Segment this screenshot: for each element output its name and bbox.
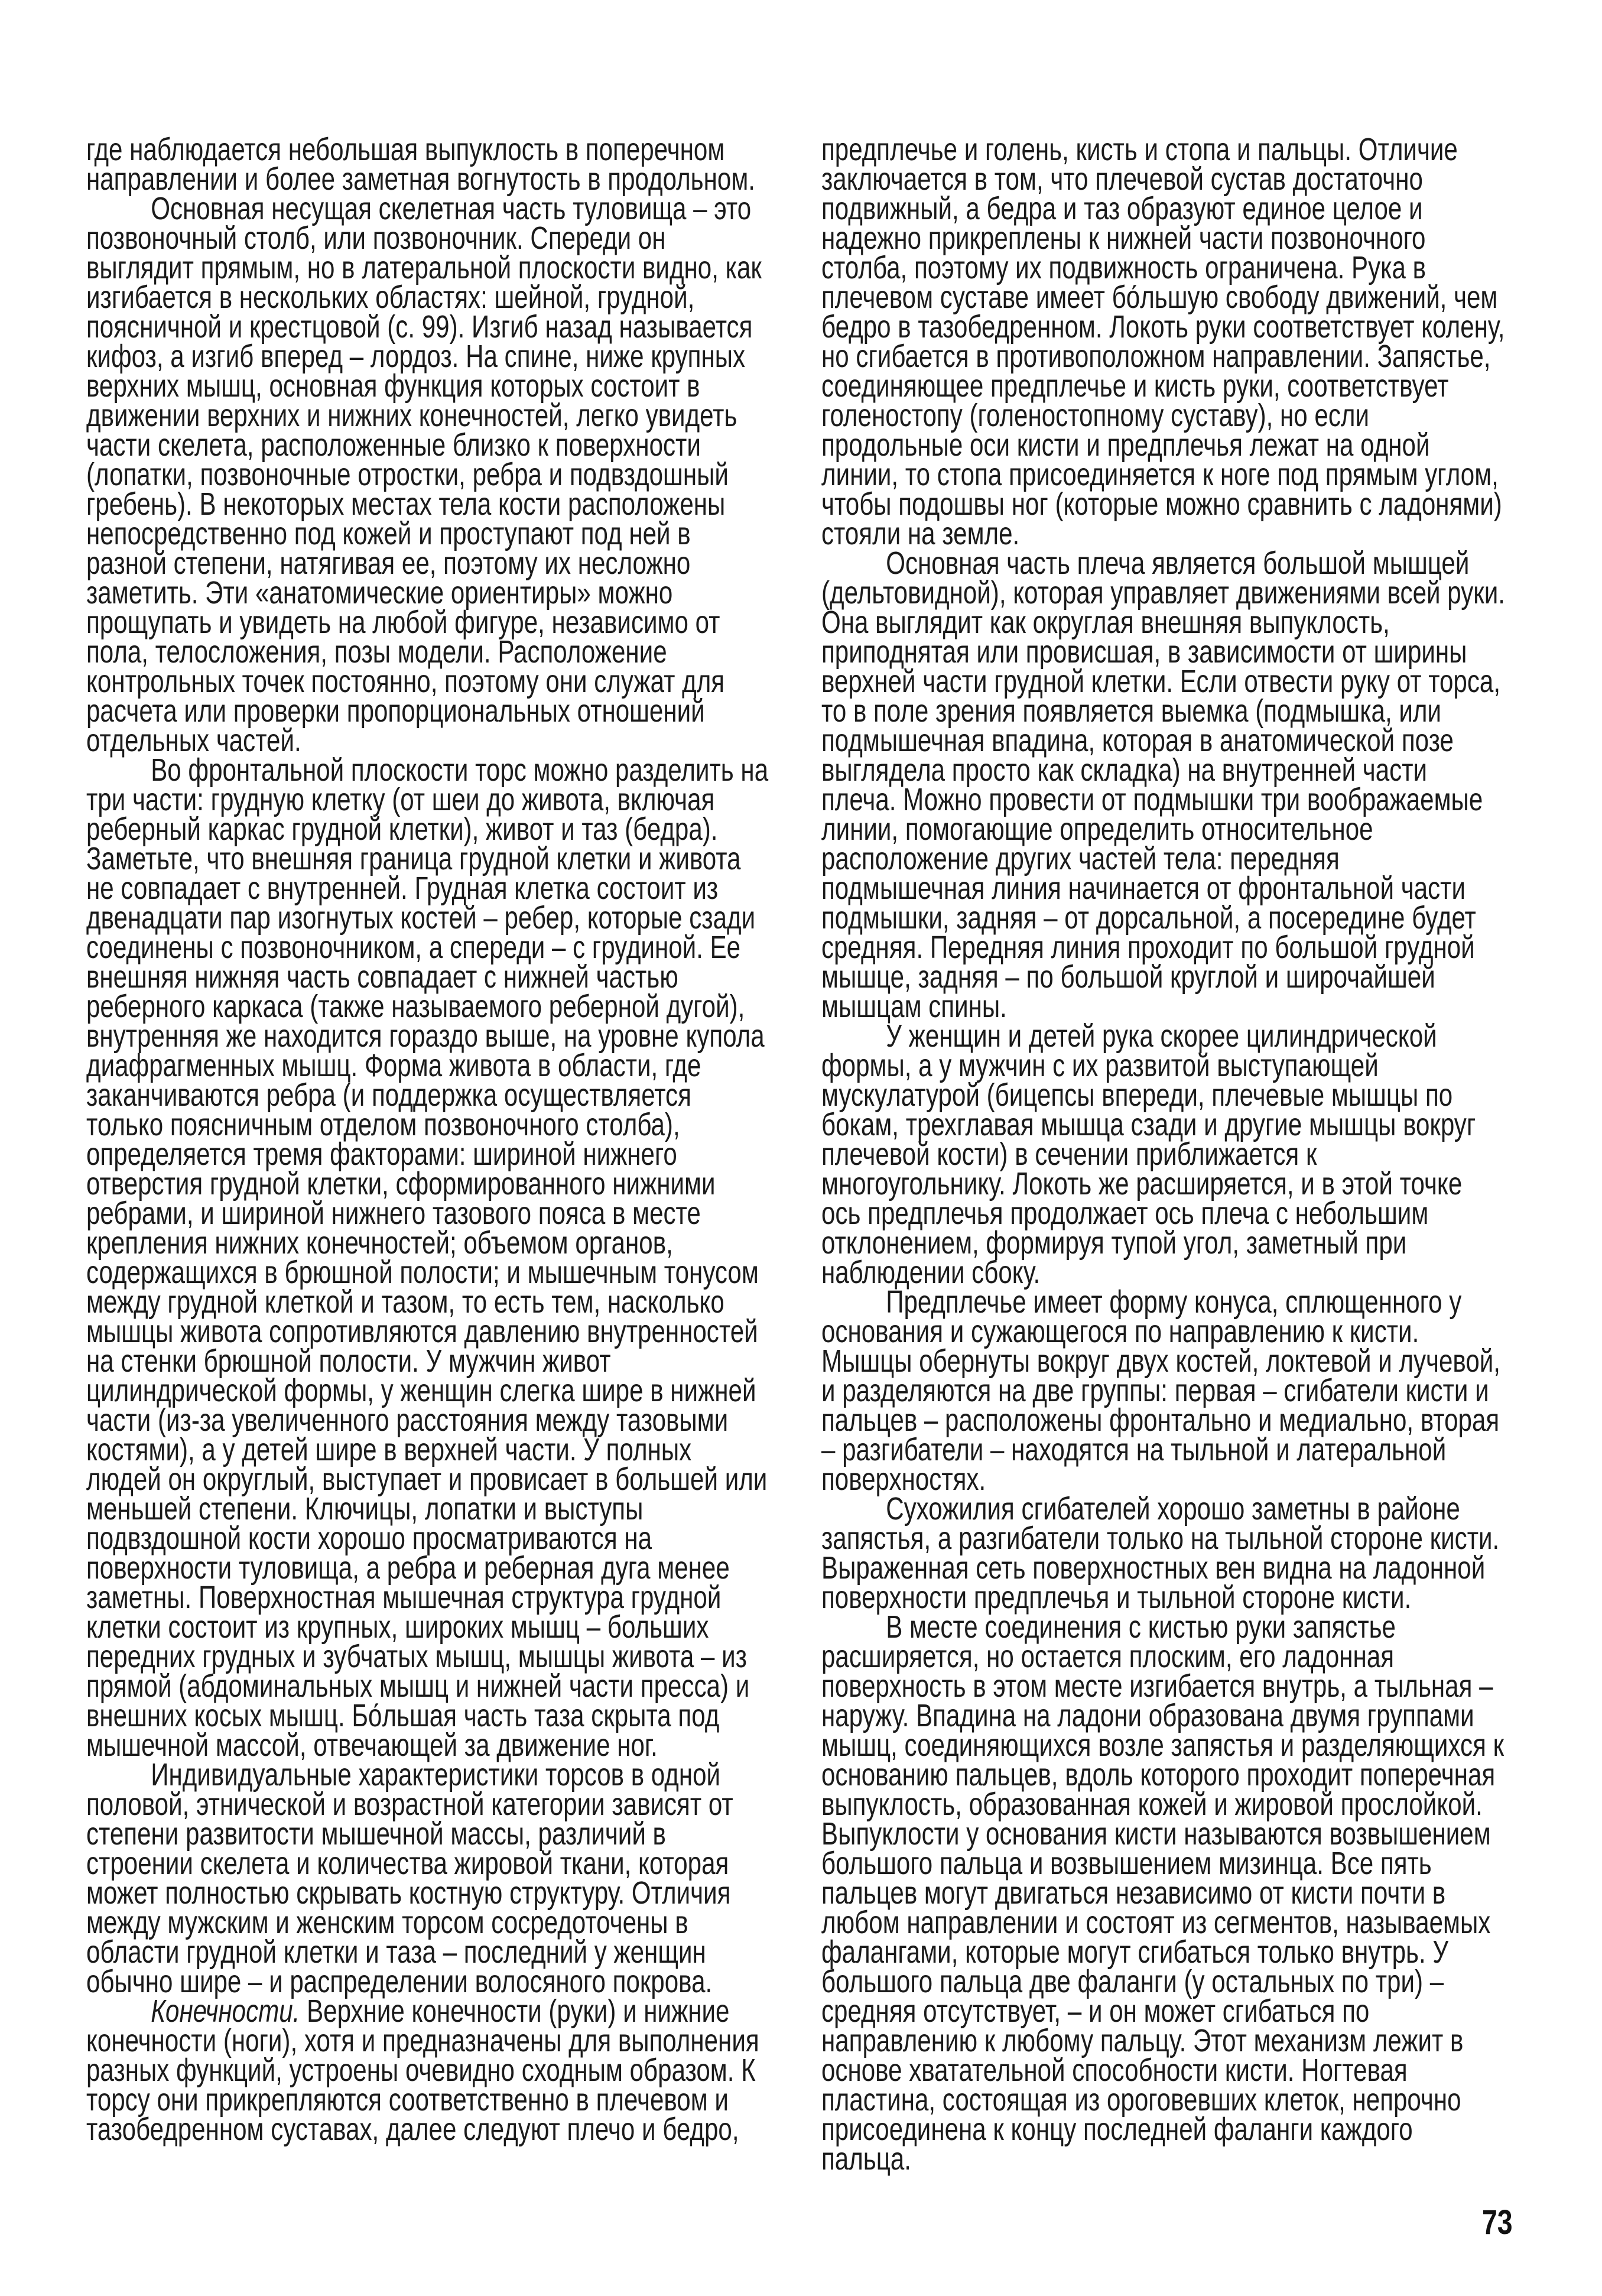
left-column-text <box>86 132 769 2147</box>
paragraph: Индивидуальные характеристики торсов в одной половой, этнической и возрастной категории зависят от степени развитости мышечной массы, различий в строении скелета и количества жировой ткани, которая может полностью скрывать костную структуру. Отличия между мужским и женским торсом сосредоточены в области грудной клетки и таза – последний у женщин обычно шире – и распределении волосяного покрова. <box>86 1757 733 1999</box>
paragraph: Основная несущая скелетная часть туловища – это позвоночный столб, или позвоночник. Спереди он выглядит прямым, но в латеральной плоскости видно, как изгибается в нескольких областях: шейной, грудной, поясничной и крестцовой (с. 99). Изгиб назад называется кифоз, а изгиб вперед – лордоз. На спине, ниже крупных верхних мышц, основная функция которых состоит в движении верхних и нижних конечностей, легко увидеть части скелета, расположенные близко к поверхности (лопатки, позвоночные отростки, ребра и подвздошный гребень). В некоторых местах тела кости расположены непосредственно под кожей и проступают под ней в разной степени, натягивая ее, поэтому их несложно заметить. Эти «анатомические ориентиры» можно прощупать и увидеть на любой фигуре, независимо от пола, телосложения, позы модели. Расположение контрольных точек постоянно, поэтому они служат для расчета или проверки пропорциональных отношений отдельных частей. <box>86 191 762 758</box>
paragraph: У женщин и детей рука скорее цилиндрической формы, а у мужчин с их развитой выступающей мускулатурой (бицепсы впереди, плечевые мышцы по бокам, трехглавая мышца сзади и другие мышцы вокруг плечевой кости) в сечении приближается к многоугольнику. Локоть же расширяется, и в этой точке ось предплечья продолжает ось плеча с небольшим отклонением, формируя тупой угол, заметный при наблюдении сбоку. <box>821 1018 1476 1290</box>
right-column-text <box>821 132 1507 2177</box>
paragraph <box>86 1993 768 2147</box>
paragraph: Основная часть плеча является большой мышцей (дельтовидной), которая управляет движениями всей руки. Она выглядит как округлая внешняя выпуклость, приподнятая или провисшая, в зависимости от ширины верхней части грудной клетки. Если отвести руку от торса, то в поле зрения появляется выемка (подмышка, или подмышечная впадина, которая в анатомической позе выглядела просто как складка) на внутренней части плеча. Можно провести от подмышки три воображаемые линии, помогающие определить относительное расположение других частей тела: передняя подмышечная линия начинается от фронтальной части подмышки, задняя – от дорсальной, а посередине будет средняя. Передняя линия проходит по большой грудной мышце, задняя – по большой круглой и широчайшей мышцам спины. <box>821 545 1505 1024</box>
paragraph: Предплечье имеет форму конуса, сплющенного у основания и сужающегося по направлению к кисти. Мышцы обернуты вокруг двух костей, локтевой и лучевой, и разделяются на две группы: первая – сгибатели кисти и пальцев – расположены фронтально и медиально, вторая – разгибатели – находятся на тыльной и латеральной поверхностях. <box>821 1284 1500 1497</box>
right-column <box>821 132 1507 2177</box>
paragraph-lead-italic: Конечности. <box>151 1993 300 2029</box>
paragraph-text: Верхние конечности (руки) и нижние конечности (ноги), хотя и предназначены для выполнения разных функций, устроены очевидно сходным образом. К торсу они прикрепляются соответственно в плечевом и тазобедренном суставах, далее следуют плечо и бедро, <box>86 1993 759 2147</box>
left-column <box>86 132 769 2147</box>
paragraph: Сухожилия сгибателей хорошо заметны в районе запястья, а разгибатели только на тыльной стороне кисти. Выраженная сеть поверхностных вен видна на ладонной поверхности предплечья и тыльной стороне кисти. <box>821 1491 1500 1615</box>
page-number: 73 <box>1482 2203 1513 2242</box>
paragraph: Во фронтальной плоскости торс можно разделить на три части: грудную клетку (от шеи до живота, включая реберный каркас грудной клетки), живот и таз (бедра). Заметьте, что внешняя граница грудной клетки и живота не совпадает с внутренней. Грудная клетка состоит из двенадцати пар изогнутых костей – ребер, которые сзади соединены с позвоночником, а спереди – с грудиной. Ее внешняя нижняя часть совпадает с нижней частью реберного каркаса (также называемого реберной дугой), внутренняя же находится гораздо выше, на уровне купола диафрагменных мышц. Форма живота в области, где заканчиваются ребра (и поддержка осуществляется только поясничным отделом позвоночного столба), определяется тремя факторами: шириной нижнего отверстия грудной клетки, сформированного нижними ребрами, и шириной нижнего тазового пояса в месте крепления нижних конечностей; объемом органов, содержащихся в брюшной полости; и мышечным тонусом между грудной клеткой и тазом, то есть тем, насколько мышцы живота сопротивляются давлению внутренностей на стенки брюшной полости. У мужчин живот цилиндрической формы, у женщин слегка шире в нижней части (из-за увеличенного расстояния между тазовыми костями), а у детей шире в верхней части. У полных людей он округлый, выступает и провисает в большей или меньшей степени. Ключицы, лопатки и выступы подвздошной кости хорошо просматриваются на поверхности туловища, а ребра и реберная дуга менее заметны. Поверхностная мышечная структура грудной клетки состоит из крупных, широких мышц – больших передних грудных и зубчатых мышц, мышцы живота – из прямой (абдоминальных мышц и нижней части пресса) и внешних косых мышц. Бо́льшая часть таза скрыта под мышечной массой, отвечающей за движение ног. <box>86 752 769 1763</box>
paragraph: предплечье и голень, кисть и стопа и пальцы. Отличие заключается в том, что плечевой сустав достаточно подвижный, а бедра и таз образуют единое целое и надежно прикреплены к нижней части позвоночного столба, поэтому их подвижность ограничена. Рука в плечевом суставе имеет бо́льшую свободу движений, чем бедро в тазобедренном. Локоть руки соответствует колену, но сгибается в противоположном направлении. Запястье, соединяющее предплечье и кисть руки, соответствует голеностопу (голеностопному суставу), но если продольные оси кисти и предплечья лежат на одной линии, то стопа присоединяется к ноге под прямым углом, чтобы подошвы ног (которые можно сравнить с ладонями) стояли на земле. <box>821 132 1505 551</box>
paragraph: где наблюдается небольшая выпуклость в поперечном направлении и более заметная вогнутость в продольном. <box>86 132 755 197</box>
paragraph: В месте соединения с кистью руки запястье расширяется, но остается плоским, его ладонная поверхность в этом месте изгибается внутрь, а тыльная – наружу. Впадина на ладони образована двумя группами мышц, соединяющихся возле запястья и разделяющихся к основанию пальцев, вдоль которого проходит поперечная выпуклость, образованная кожей и жировой прослойкой. Выпуклости у основания кисти называются возвышением большого пальца и возвышением мизинца. Все пять пальцев могут двигаться независимо от кисти почти в любом направлении и состоят из сегментов, называемых фалангами, которые могут сгибаться только внутрь. У большого пальца две фаланги (у остальных по три) – средняя отсутствует, – и он может сгибаться по направлению к любому пальцу. Этот механизм лежит в основе хватательной способности кисти. Ногтевая пластина, состоящая из ороговевших клеток, непрочно присоединена к концу последней фаланги каждого пальца. <box>821 1609 1504 2177</box>
